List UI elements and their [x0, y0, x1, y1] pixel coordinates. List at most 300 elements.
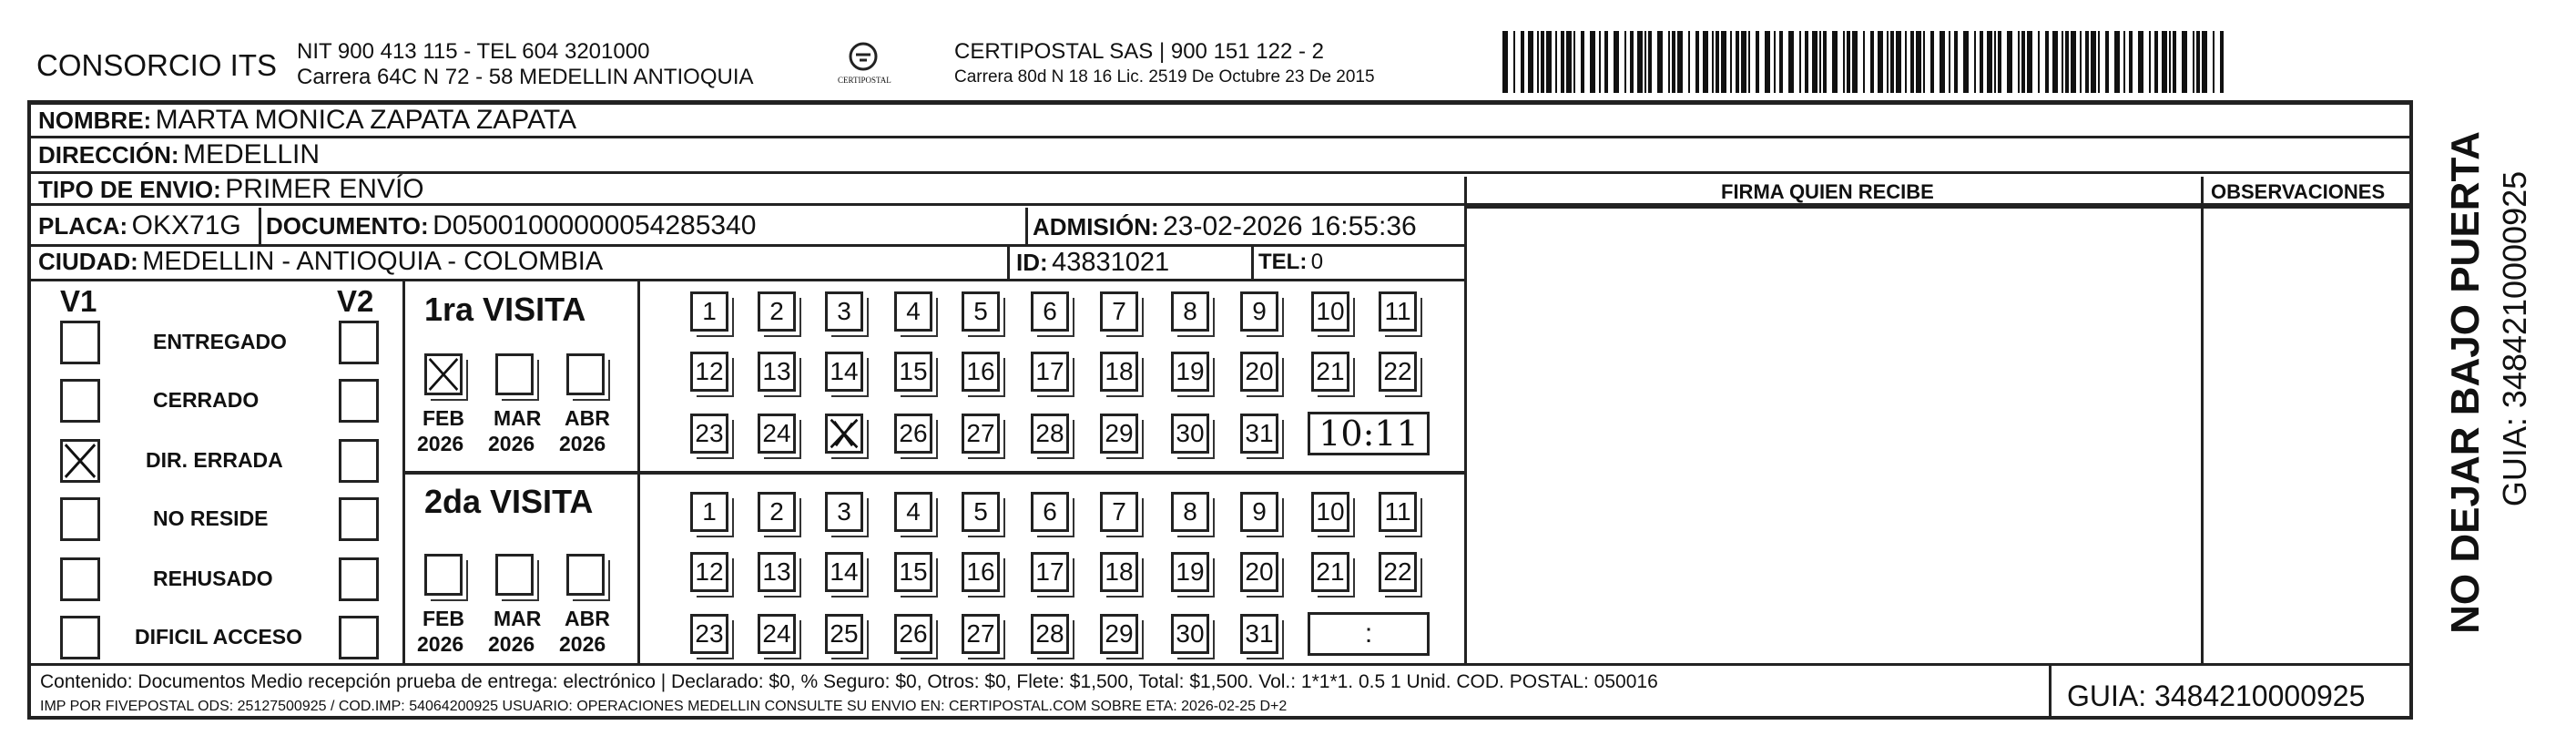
- barcode-bar: [1721, 31, 1726, 93]
- barcode-bar: [1546, 31, 1552, 93]
- barcode-bar: [1823, 31, 1827, 93]
- certipostal-logo: CERTIPOSTAL: [836, 38, 891, 91]
- day-number: 20: [1245, 357, 1274, 385]
- day-box[interactable]: [758, 352, 796, 392]
- day-number: 26: [899, 419, 928, 447]
- barcode-bar: [1748, 31, 1750, 93]
- day-number: 19: [1176, 557, 1205, 586]
- barcode-bar: [2091, 31, 2096, 93]
- barcode-bar: [1630, 31, 1634, 93]
- barcode-bar: [2193, 31, 2194, 93]
- time-value: 10:11: [1319, 414, 1419, 454]
- barcode-bar: [1502, 31, 1508, 93]
- year-label: 2026: [488, 432, 535, 455]
- admision-label: ADMISIÓN:: [1033, 213, 1159, 240]
- direccion-label: DIRECCIÓN:: [38, 141, 179, 169]
- day-number: 31: [1245, 419, 1274, 447]
- barcode-bar: [1573, 31, 1575, 93]
- barcode-bar: [1890, 31, 1894, 93]
- barcode-bar: [2149, 31, 2151, 93]
- day-number: 7: [1112, 497, 1126, 526]
- barcode-bar: [1677, 31, 1683, 93]
- day-box[interactable]: [894, 492, 932, 532]
- barcode-bar: [1604, 31, 1608, 93]
- barcode: [1502, 31, 2227, 93]
- barcode-bar: [1774, 31, 1776, 93]
- day-box[interactable]: [1240, 492, 1278, 532]
- day-box[interactable]: [962, 614, 1000, 654]
- barcode-bar: [1805, 31, 1808, 93]
- day-box[interactable]: [1031, 492, 1069, 532]
- barcode-bar: [2052, 31, 2058, 93]
- firma-header: FIRMA QUIEN RECIBE: [1721, 180, 1934, 203]
- status-label: DIFICIL ACCESO: [135, 625, 303, 649]
- v2-checkbox[interactable]: [339, 439, 379, 483]
- month-label: FEB: [423, 406, 464, 430]
- v2-checkbox[interactable]: [339, 379, 379, 423]
- barcode-bar: [2080, 31, 2082, 93]
- year-label: 2026: [559, 632, 606, 656]
- day-box[interactable]: [1171, 614, 1209, 654]
- barcode-bar: [1819, 31, 1821, 93]
- barcode-bar: [1668, 31, 1670, 93]
- barcode-bar: [1756, 31, 1759, 93]
- barcode-bar: [1648, 31, 1652, 93]
- barcode-bar: [1843, 31, 1845, 93]
- day-box[interactable]: [690, 614, 728, 654]
- day-number: 28: [1035, 419, 1064, 447]
- barcode-bar: [2065, 31, 2069, 93]
- day-number: 2: [769, 497, 784, 526]
- v2-checkbox[interactable]: [339, 616, 379, 659]
- time-box[interactable]: [1308, 612, 1430, 656]
- barcode-bar: [2098, 31, 2100, 93]
- status-label: DIR. ERRADA: [146, 448, 283, 472]
- day-box[interactable]: [962, 291, 1000, 332]
- day-box[interactable]: [1240, 614, 1278, 654]
- footer-guia: GUIA: 3484210000925: [2067, 679, 2366, 712]
- x-mark: [63, 442, 97, 480]
- day-number: 15: [899, 557, 928, 586]
- barcode-bar: [1566, 31, 1572, 93]
- barcode-bar: [2182, 31, 2187, 93]
- day-number: 25: [830, 619, 859, 648]
- day-number: 31: [1245, 619, 1274, 648]
- day-box[interactable]: [1031, 614, 1069, 654]
- month-checkbox[interactable]: [566, 353, 605, 395]
- v1-checkbox[interactable]: [60, 497, 100, 541]
- day-box[interactable]: [690, 414, 728, 454]
- barcode-bar: [1779, 31, 1783, 93]
- day-box[interactable]: [1100, 291, 1138, 332]
- day-number: 21: [1316, 557, 1345, 586]
- day-number: 5: [973, 297, 988, 325]
- day-number: 12: [695, 357, 724, 385]
- day-box[interactable]: [1171, 291, 1209, 332]
- day-number: 8: [1183, 497, 1197, 526]
- barcode-bar: [1528, 31, 1533, 93]
- barcode-bar: [1974, 31, 1976, 93]
- day-box[interactable]: [1311, 352, 1349, 392]
- day-number: 24: [762, 619, 791, 648]
- day-number: 9: [1252, 497, 1267, 526]
- day-number: 10: [1316, 497, 1345, 526]
- v1-checkbox[interactable]: [60, 379, 100, 423]
- day-number: 12: [695, 557, 724, 586]
- day-number: 17: [1035, 357, 1064, 385]
- status-label: ENTREGADO: [153, 330, 287, 353]
- company-address: Carrera 64C N 72 - 58 MEDELLIN ANTIOQUIA: [297, 65, 754, 89]
- day-number: 30: [1176, 419, 1205, 447]
- day-number: 26: [899, 619, 928, 648]
- day-number: 2: [769, 297, 784, 325]
- day-box[interactable]: [1100, 352, 1138, 392]
- nombre-label: NOMBRE:: [38, 107, 152, 134]
- barcode-bar: [1513, 31, 1515, 93]
- tel-value: 0: [1310, 250, 1324, 274]
- day-box[interactable]: [1311, 492, 1349, 532]
- barcode-bar: [1712, 31, 1714, 93]
- day-box[interactable]: [758, 552, 796, 592]
- year-label: 2026: [488, 632, 535, 656]
- barcode-bar: [1741, 31, 1746, 93]
- v2-checkbox[interactable]: [339, 497, 379, 541]
- day-number: 14: [830, 357, 859, 385]
- day-number: 3: [837, 497, 851, 526]
- day-box[interactable]: [1171, 552, 1209, 592]
- barcode-bar: [1765, 31, 1770, 93]
- day-box[interactable]: [825, 414, 863, 454]
- barcode-bar: [1736, 31, 1739, 93]
- day-box[interactable]: [825, 492, 863, 532]
- barcode-bar: [1695, 31, 1699, 93]
- day-box[interactable]: [758, 492, 796, 532]
- barcode-bar: [2021, 31, 2025, 93]
- status-label: CERRADO: [153, 388, 260, 412]
- side-warning: NO DEJAR BAJO PUERTA: [2443, 131, 2488, 634]
- day-box[interactable]: [690, 291, 728, 332]
- frame-bottom: [27, 716, 2413, 720]
- year-label: 2026: [417, 432, 464, 455]
- day-box[interactable]: [1031, 552, 1069, 592]
- barcode-bar: [1716, 31, 1719, 93]
- barcode-bar: [1940, 31, 1945, 93]
- day-box[interactable]: [690, 492, 728, 532]
- barcode-bar: [1672, 31, 1675, 93]
- month-label: ABR: [565, 607, 610, 630]
- day-box[interactable]: [894, 414, 932, 454]
- day-number: 22: [1383, 557, 1412, 586]
- footer-line-1: Contenido: Documentos Medio recepción prueba de entrega: electrónico | Declarado: $0, % Seguro: $0, Otros: $0, Flete: $1,500, Total: $1,500. Vol.: 1*1*1. 0.5 1 Unid. COD. POSTAL: 050016: [40, 671, 1658, 692]
- day-box[interactable]: [1100, 414, 1138, 454]
- barcode-bar: [2220, 31, 2224, 93]
- day-number: 10: [1316, 297, 1345, 325]
- barcode-bar: [2123, 31, 2125, 93]
- day-number: 24: [762, 419, 791, 447]
- day-box[interactable]: [1171, 492, 1209, 532]
- day-number: 20: [1245, 557, 1274, 586]
- month-checkbox[interactable]: [424, 554, 463, 596]
- carrier-name: CERTIPOSTAL SAS | 900 151 122 - 2: [954, 39, 1324, 64]
- barcode-bar: [1954, 31, 1958, 93]
- tipo-envio-label: TIPO DE ENVIO:: [38, 176, 221, 203]
- barcode-bar: [1994, 31, 1996, 93]
- day-box[interactable]: [894, 352, 932, 392]
- barcode-bar: [1657, 31, 1663, 93]
- barcode-bar: [2062, 31, 2063, 93]
- day-box[interactable]: [1240, 291, 1278, 332]
- day-box[interactable]: [894, 291, 932, 332]
- tel-label: TEL:: [1258, 250, 1308, 274]
- barcode-bar: [2085, 31, 2089, 93]
- v1-checkbox[interactable]: [60, 616, 100, 659]
- company-name: CONSORCIO ITS: [36, 48, 278, 82]
- footer-line-2: IMP POR FIVEPOSTAL ODS: 25127500925 / COD.IMP: 54064200925 USUARIO: OPERACIONES MEDELLIN CONSULTE SU ENVIO EN: CERTIPOSTAL.COM SOBRE ETA: 2026-02-25 D+2: [40, 699, 1288, 714]
- day-box[interactable]: [962, 552, 1000, 592]
- barcode-bar: [1847, 31, 1850, 93]
- id-value: 43831021: [1052, 248, 1170, 277]
- frame-right: [2409, 100, 2413, 720]
- day-box[interactable]: [690, 352, 728, 392]
- barcode-bar: [1730, 31, 1732, 93]
- year-label: 2026: [559, 432, 606, 455]
- barcode-bar: [2154, 31, 2158, 93]
- day-number: 11: [1384, 497, 1411, 526]
- barcode-bar: [1599, 31, 1601, 93]
- nombre-value: MARTA MONICA ZAPATA ZAPATA: [155, 105, 576, 135]
- barcode-bar: [1905, 31, 1907, 93]
- day-box[interactable]: [825, 552, 863, 592]
- day-box[interactable]: [1171, 414, 1209, 454]
- day-number: 19: [1176, 357, 1205, 385]
- time-value: :: [1364, 618, 1373, 649]
- company-nit: NIT 900 413 115 - TEL 604 3201000: [297, 39, 650, 64]
- day-number: 22: [1383, 357, 1412, 385]
- barcode-bar: [1998, 31, 2001, 93]
- day-box[interactable]: [962, 352, 1000, 392]
- day-box[interactable]: [1031, 291, 1069, 332]
- day-box[interactable]: [1240, 352, 1278, 392]
- month-checkbox[interactable]: [495, 554, 534, 596]
- day-box[interactable]: [1379, 552, 1417, 592]
- month-checkbox[interactable]: [566, 554, 605, 596]
- day-box[interactable]: [758, 614, 796, 654]
- day-box[interactable]: [894, 614, 932, 654]
- day-number: 11: [1384, 297, 1411, 325]
- barcode-bar: [2169, 31, 2171, 93]
- barcode-bar: [1688, 31, 1690, 93]
- barcode-bar: [1637, 31, 1643, 93]
- observaciones-header: OBSERVACIONES: [2211, 180, 2386, 203]
- barcode-bar: [1987, 31, 1992, 93]
- barcode-bar: [1980, 31, 1983, 93]
- status-label: REHUSADO: [153, 567, 273, 590]
- barcode-bar: [1910, 31, 1914, 93]
- day-number: 13: [762, 557, 791, 586]
- v1-checkbox[interactable]: [60, 557, 100, 601]
- day-number: 30: [1176, 619, 1205, 648]
- day-number: 29: [1105, 619, 1134, 648]
- barcode-bar: [1832, 31, 1838, 93]
- barcode-bar: [1799, 31, 1801, 93]
- month-label: MAR: [494, 607, 542, 630]
- barcode-bar: [2045, 31, 2049, 93]
- direccion-value: MEDELLIN: [183, 139, 321, 169]
- barcode-bar: [2018, 31, 2020, 93]
- day-box[interactable]: [1100, 614, 1138, 654]
- documento-label: DOCUMENTO:: [266, 212, 429, 240]
- day-number: 27: [966, 619, 995, 648]
- v1-checkbox[interactable]: [60, 439, 100, 483]
- barcode-bar: [1963, 31, 1969, 93]
- v2-checkbox[interactable]: [339, 557, 379, 601]
- side-guia: GUIA: 3484210000925: [2496, 170, 2533, 507]
- day-box[interactable]: [962, 492, 1000, 532]
- day-number: 7: [1112, 297, 1126, 325]
- tipo-envio-value: PRIMER ENVÍO: [225, 174, 424, 204]
- barcode-bar: [1614, 31, 1619, 93]
- barcode-bar: [1624, 31, 1626, 93]
- day-box[interactable]: [825, 352, 863, 392]
- barcode-bar: [2162, 31, 2167, 93]
- barcode-bar: [1870, 31, 1874, 93]
- barcode-bar: [1896, 31, 1901, 93]
- day-number: 1: [702, 297, 717, 325]
- v2-label: V2: [337, 284, 374, 318]
- year-label: 2026: [417, 632, 464, 656]
- day-box[interactable]: [1240, 552, 1278, 592]
- day-box[interactable]: [758, 291, 796, 332]
- barcode-bar: [1555, 31, 1557, 93]
- barcode-bar: [1923, 31, 1925, 93]
- id-label: ID:: [1016, 249, 1048, 276]
- barcode-bar: [1537, 31, 1539, 93]
- day-number: 9: [1252, 297, 1267, 325]
- day-box[interactable]: [1100, 492, 1138, 532]
- barcode-bar: [1887, 31, 1889, 93]
- barcode-bar: [2071, 31, 2076, 93]
- month-label: FEB: [423, 607, 464, 630]
- documento-value: D0500100000005428534​0: [433, 210, 757, 240]
- v1-checkbox[interactable]: [60, 321, 100, 364]
- barcode-bar: [1590, 31, 1595, 93]
- barcode-bar: [2038, 31, 2040, 93]
- barcode-bar: [2138, 31, 2143, 93]
- day-box[interactable]: [1311, 291, 1349, 332]
- day-number: 13: [762, 357, 791, 385]
- day-number: 28: [1035, 619, 1064, 648]
- day-number: 3: [837, 297, 851, 325]
- x-mark: [828, 416, 860, 451]
- day-number: 16: [966, 357, 995, 385]
- day-box[interactable]: [1379, 352, 1417, 392]
- day-number: 8: [1183, 297, 1197, 325]
- day-number: 17: [1035, 557, 1064, 586]
- barcode-bar: [1521, 31, 1524, 93]
- day-number: 15: [899, 357, 928, 385]
- day-box[interactable]: [1379, 492, 1417, 532]
- day-number: 4: [906, 497, 921, 526]
- day-box[interactable]: [690, 552, 728, 592]
- v1-label: V1: [60, 284, 97, 318]
- placa-value: OKX71G: [131, 210, 241, 240]
- month-checkbox[interactable]: [424, 353, 463, 395]
- day-number: 4: [906, 297, 921, 325]
- day-box[interactable]: [894, 552, 932, 592]
- ciudad-label: CIUDAD:: [38, 248, 138, 275]
- month-label: ABR: [565, 406, 610, 430]
- barcode-bar: [1703, 31, 1708, 93]
- frame-left: [27, 100, 31, 720]
- day-number: 16: [966, 557, 995, 586]
- day-box[interactable]: [1311, 552, 1349, 592]
- day-box[interactable]: [962, 414, 1000, 454]
- day-box[interactable]: [1171, 352, 1209, 392]
- day-number: 23: [695, 619, 724, 648]
- day-box[interactable]: [1031, 414, 1069, 454]
- barcode-bar: [1852, 31, 1858, 93]
- barcode-bar: [2213, 31, 2215, 93]
- barcode-bar: [1812, 31, 1817, 93]
- barcode-bar: [1561, 31, 1564, 93]
- carrier-address: Carrera 80d N 18 16 Lic. 2519 De Octubre 23 De 2015: [954, 67, 1375, 87]
- placa-label: PLACA:: [38, 212, 128, 240]
- day-number: 27: [966, 419, 995, 447]
- v2-checkbox[interactable]: [339, 321, 379, 364]
- barcode-bar: [1949, 31, 1950, 93]
- day-number: 6: [1043, 297, 1057, 325]
- day-box[interactable]: [1379, 291, 1417, 332]
- barcode-bar: [2007, 31, 2012, 93]
- month-label: MAR: [494, 406, 542, 430]
- day-box[interactable]: [825, 291, 863, 332]
- barcode-bar: [1581, 31, 1584, 93]
- day-box[interactable]: [758, 414, 796, 454]
- barcode-bar: [1878, 31, 1883, 93]
- barcode-bar: [1930, 31, 1934, 93]
- day-box[interactable]: [1031, 352, 1069, 392]
- day-number: 18: [1105, 557, 1134, 586]
- admision-value: 23-02-2026 16:55:36: [1163, 211, 1417, 241]
- day-box[interactable]: [1240, 414, 1278, 454]
- day-number: 29: [1105, 419, 1134, 447]
- day-box[interactable]: [825, 614, 863, 654]
- x-mark: [427, 356, 460, 393]
- barcode-bar: [2173, 31, 2176, 93]
- barcode-bar: [2202, 31, 2207, 93]
- barcode-bar: [2027, 31, 2032, 93]
- barcode-bar: [2105, 31, 2109, 93]
- day-number: 14: [830, 557, 859, 586]
- day-number: 6: [1043, 497, 1057, 526]
- day-box[interactable]: [1100, 552, 1138, 592]
- day-number: 21: [1316, 357, 1345, 385]
- barcode-bar: [2114, 31, 2120, 93]
- barcode-bar: [1788, 31, 1794, 93]
- barcode-bar: [1541, 31, 1544, 93]
- barcode-bar: [2129, 31, 2133, 93]
- ciudad-value: MEDELLIN - ANTIOQUIA - COLOMBIA: [142, 247, 604, 276]
- day-number: 5: [973, 497, 988, 526]
- day-number: 18: [1105, 357, 1134, 385]
- barcode-bar: [1644, 31, 1646, 93]
- time-box[interactable]: [1308, 412, 1430, 455]
- month-checkbox[interactable]: [495, 353, 534, 395]
- barcode-bar: [1916, 31, 1921, 93]
- barcode-bar: [2196, 31, 2200, 93]
- second-visit-title: 2da VISITA: [424, 483, 594, 520]
- day-number: 1: [702, 497, 717, 526]
